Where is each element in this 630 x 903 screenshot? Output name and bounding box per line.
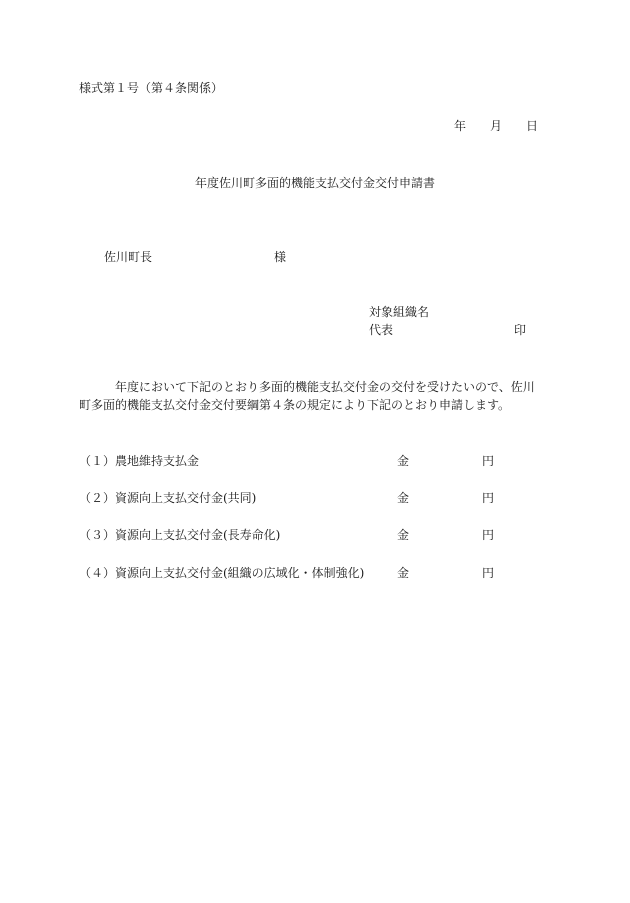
recipient-honorific: 様 — [274, 250, 287, 264]
item-amount-prefix: 金 — [397, 454, 410, 468]
document-title: 年度佐川町多面的機能支払交付金交付申請書 — [194, 176, 435, 190]
applicant-seal-mark: 印 — [514, 323, 527, 337]
date-day-label: 日 — [526, 119, 539, 133]
item-label: （３）資源向上支払交付金(長寿命化) — [79, 528, 281, 542]
item-amount-prefix: 金 — [397, 566, 410, 580]
item-amount-prefix: 金 — [397, 491, 410, 505]
date-line — [454, 118, 538, 134]
item-amount-unit: 円 — [482, 454, 495, 468]
item-label: （２）資源向上支払交付金(共同) — [79, 491, 257, 505]
item-amount-unit: 円 — [482, 491, 495, 505]
body-text: 年度において下記のとおり多面的機能支払交付金の交付を受けたいので、佐川町多面的機能支払交付金交付要綱第４条の規定により下記のとおり申請します。 — [79, 380, 535, 412]
form-number: 様式第１号（第４条関係） — [79, 81, 224, 95]
item-label: （４）資源向上支払交付金(組織の広域化・体制強化) — [79, 566, 365, 580]
date-year-label: 年 — [454, 119, 467, 133]
item-amount-unit: 円 — [482, 566, 495, 580]
item-amount-prefix: 金 — [397, 528, 410, 542]
item-amount-unit: 円 — [482, 528, 495, 542]
applicant-organization-label: 対象組織名 — [369, 305, 430, 319]
date-month-label: 月 — [490, 119, 503, 133]
item-label: （１）農地維持支払金 — [79, 454, 200, 468]
applicant-representative-label: 代表 — [369, 323, 394, 337]
recipient-name: 佐川町長 — [104, 250, 153, 264]
